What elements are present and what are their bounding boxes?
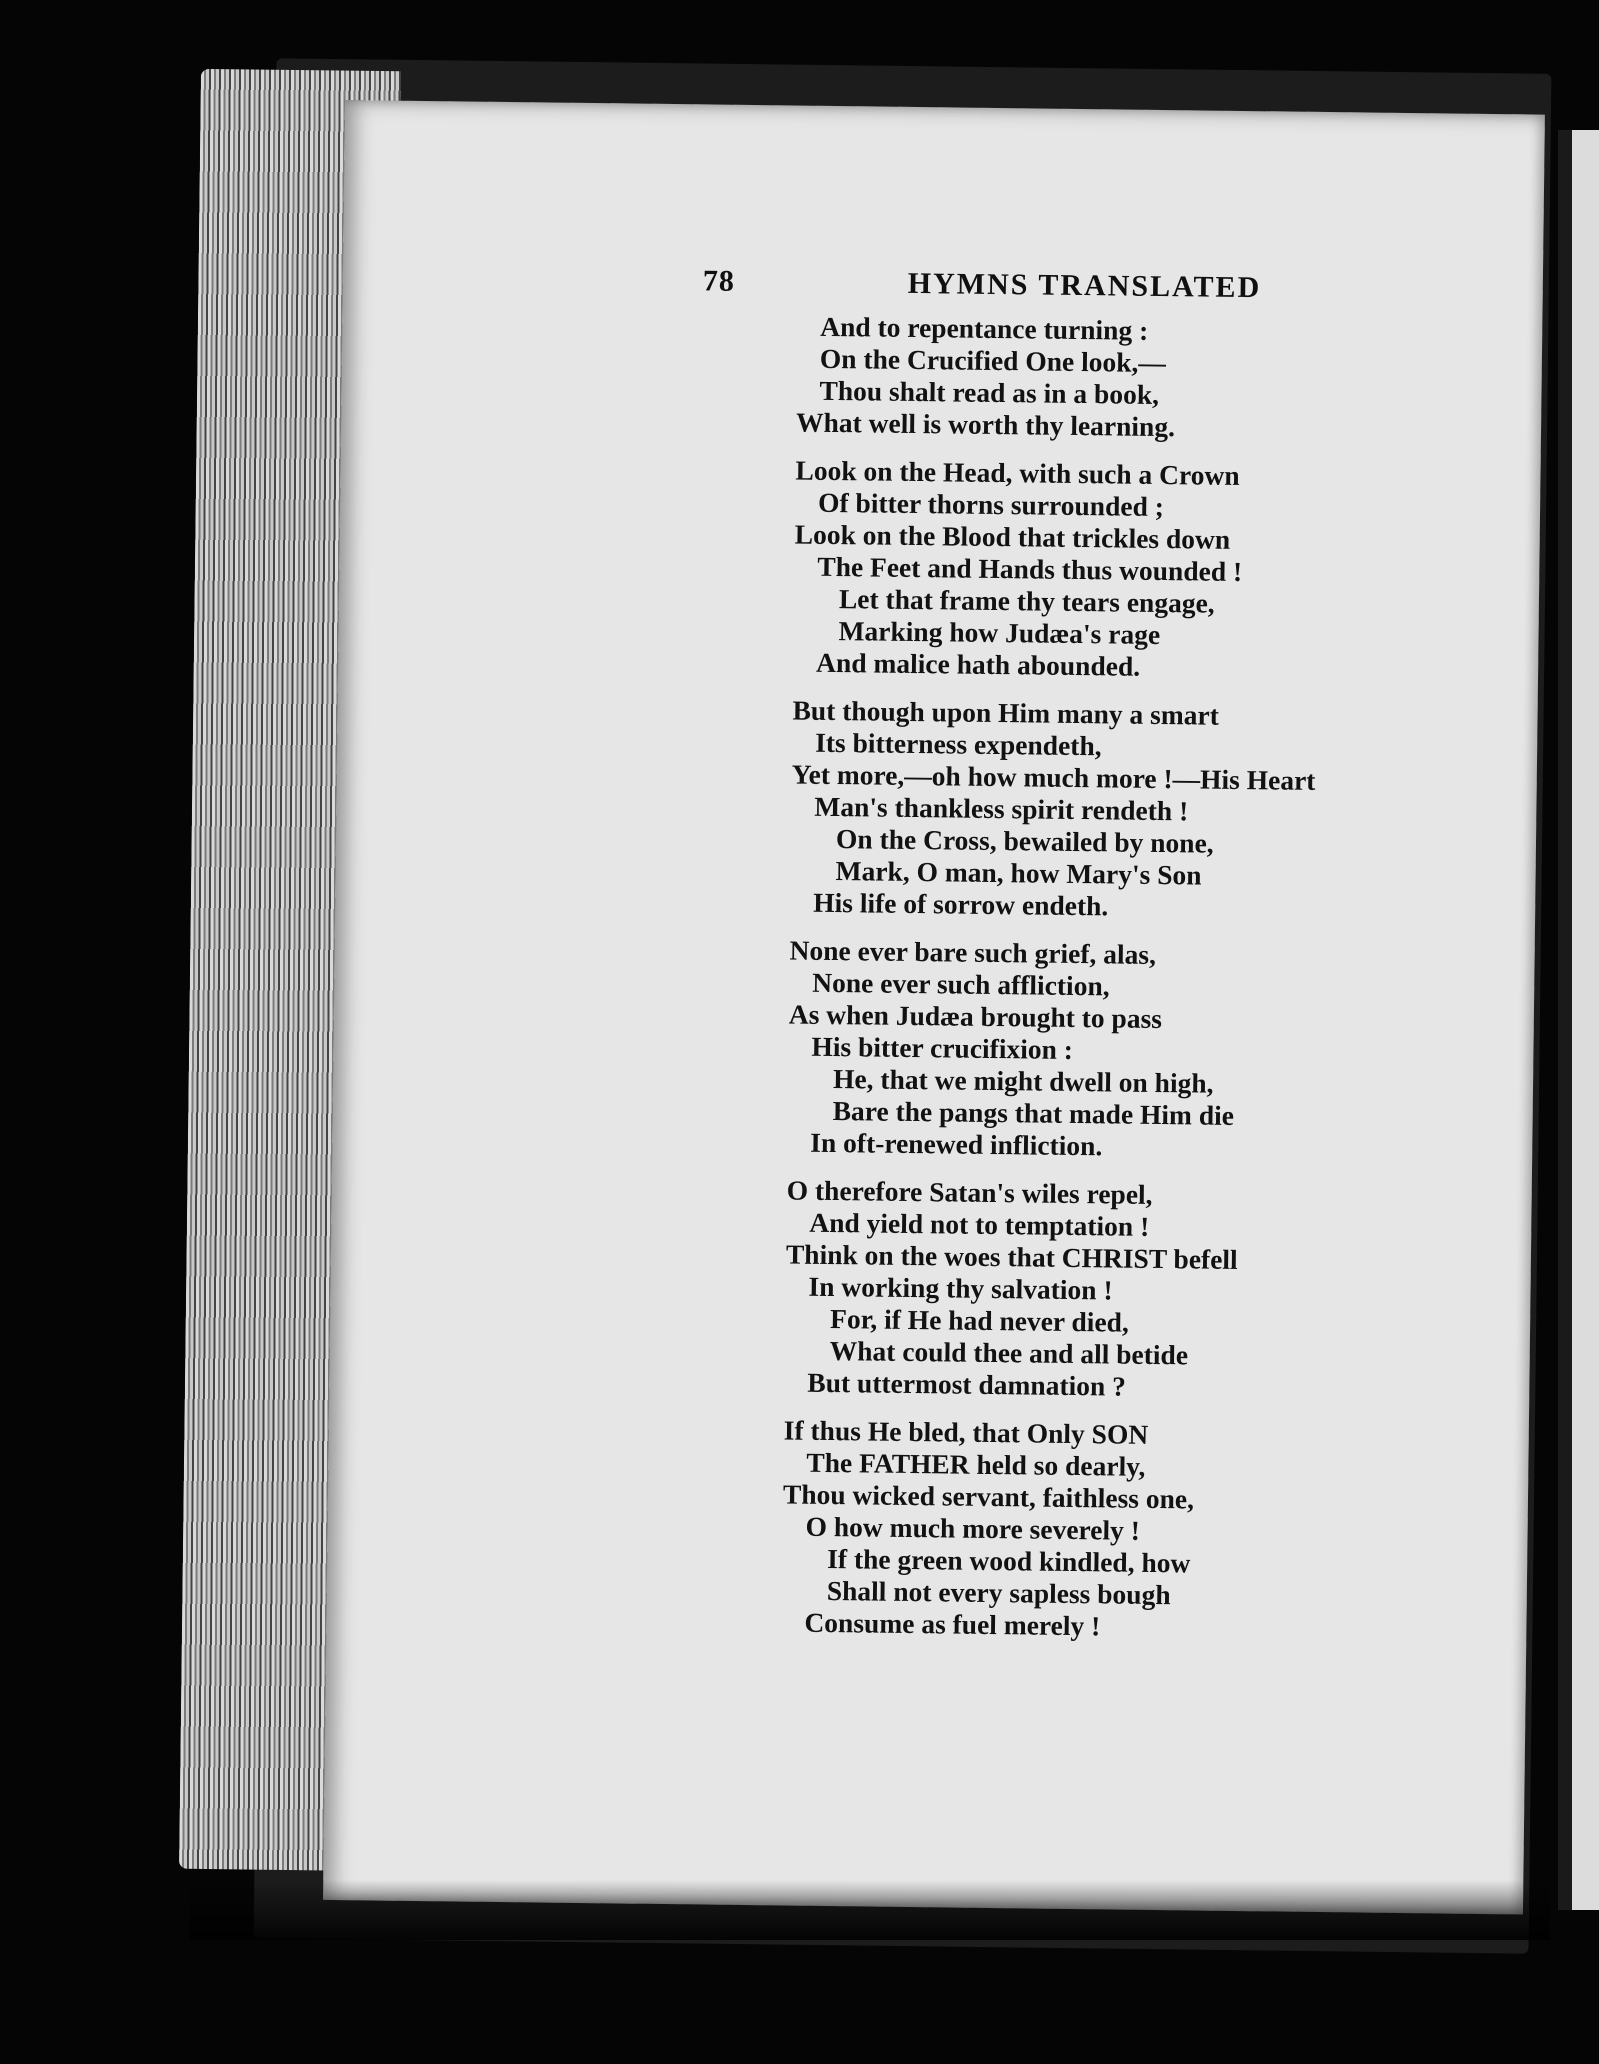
poem-line: What well is worth thy learning. [795, 406, 1176, 443]
poem-line: For, if He had never died, [829, 1303, 1130, 1338]
poem-line: Bare the pangs that made Him die [832, 1095, 1235, 1131]
poem-line: Consume as fuel merely ! [804, 1606, 1101, 1642]
poem-line: His bitter crucifixion : [811, 1030, 1074, 1065]
poem-line: The FATHER held so dearly, [806, 1446, 1146, 1482]
poem-line: On the Crucified One look,— [819, 342, 1167, 379]
poem-line: His life of sorrow endeth. [813, 886, 1109, 922]
poem-line: O how much more severely ! [805, 1510, 1141, 1546]
poem-line: Thou wicked servant, faithless one, [782, 1478, 1195, 1515]
poem-line: Shall not every sapless bough [826, 1574, 1171, 1611]
facing-page-edge [1558, 130, 1599, 1910]
stanza [332, 929, 1535, 1168]
book-page [323, 100, 1545, 1915]
poem-line: If thus He bled, that Only SON [783, 1414, 1149, 1450]
poem-line: In working thy salvation ! [808, 1270, 1113, 1306]
poem-line: O therefore Satan's wiles repel, [786, 1174, 1153, 1210]
poem-line: And to repentance turning : [820, 310, 1149, 346]
poem-line: None ever bare such grief, alas, [789, 934, 1157, 970]
poem-line: And yield not to temptation ! [809, 1206, 1150, 1242]
stanza [335, 689, 1538, 928]
poem-line: Marking how Judæa's rage [838, 615, 1161, 650]
poem-line: And malice hath abounded. [815, 646, 1141, 682]
poem-line: The Feet and Hands thus wounded ! [817, 550, 1243, 587]
running-head: HYMNS TRANSLATED [907, 266, 1262, 305]
poem-line: On the Cross, bewailed by none, [835, 823, 1214, 859]
poem-line: If the green wood kindled, how [827, 1543, 1191, 1579]
poem-line: In oft-renewed infliction. [810, 1126, 1103, 1162]
poem-line: Yet more,—oh how much more !—His Heart [791, 758, 1316, 796]
poem-line: Of bitter thorns surrounded ; [817, 486, 1165, 523]
page-header [703, 264, 1599, 315]
poem-line: Its bitterness expendeth, [814, 726, 1102, 762]
poem-line: Look on the Blood that trickles down [794, 518, 1231, 555]
poem-line: None ever such affliction, [812, 966, 1110, 1002]
poem-line: Think on the woes that CHRIST befell [785, 1238, 1238, 1275]
poem-line: What could thee and all betide [829, 1335, 1189, 1371]
poem-line: Look on the Head, with such a Crown [795, 454, 1240, 491]
poem-line: Man's thankless spirit rendeth ! [814, 790, 1189, 827]
poem-line: Mark, O man, how Mary's Son [835, 855, 1202, 891]
stanza [338, 449, 1541, 688]
stanza [329, 1169, 1532, 1408]
poem-line: Thou shalt read as in a book, [819, 374, 1160, 410]
stanza [326, 1409, 1529, 1648]
page-shadow [190, 1880, 1550, 1940]
poem-line: But though upon Him many a smart [792, 694, 1220, 731]
poem-line: Let that frame thy tears engage, [838, 583, 1215, 619]
poem [326, 305, 1542, 1664]
poem-line: As when Judæa brought to pass [788, 998, 1163, 1035]
stanza [341, 305, 1542, 448]
page-number: 78 [702, 264, 736, 298]
poem-line: He, that we might dwell on high, [832, 1063, 1214, 1099]
poem-line: But uttermost damnation ? [807, 1366, 1127, 1402]
